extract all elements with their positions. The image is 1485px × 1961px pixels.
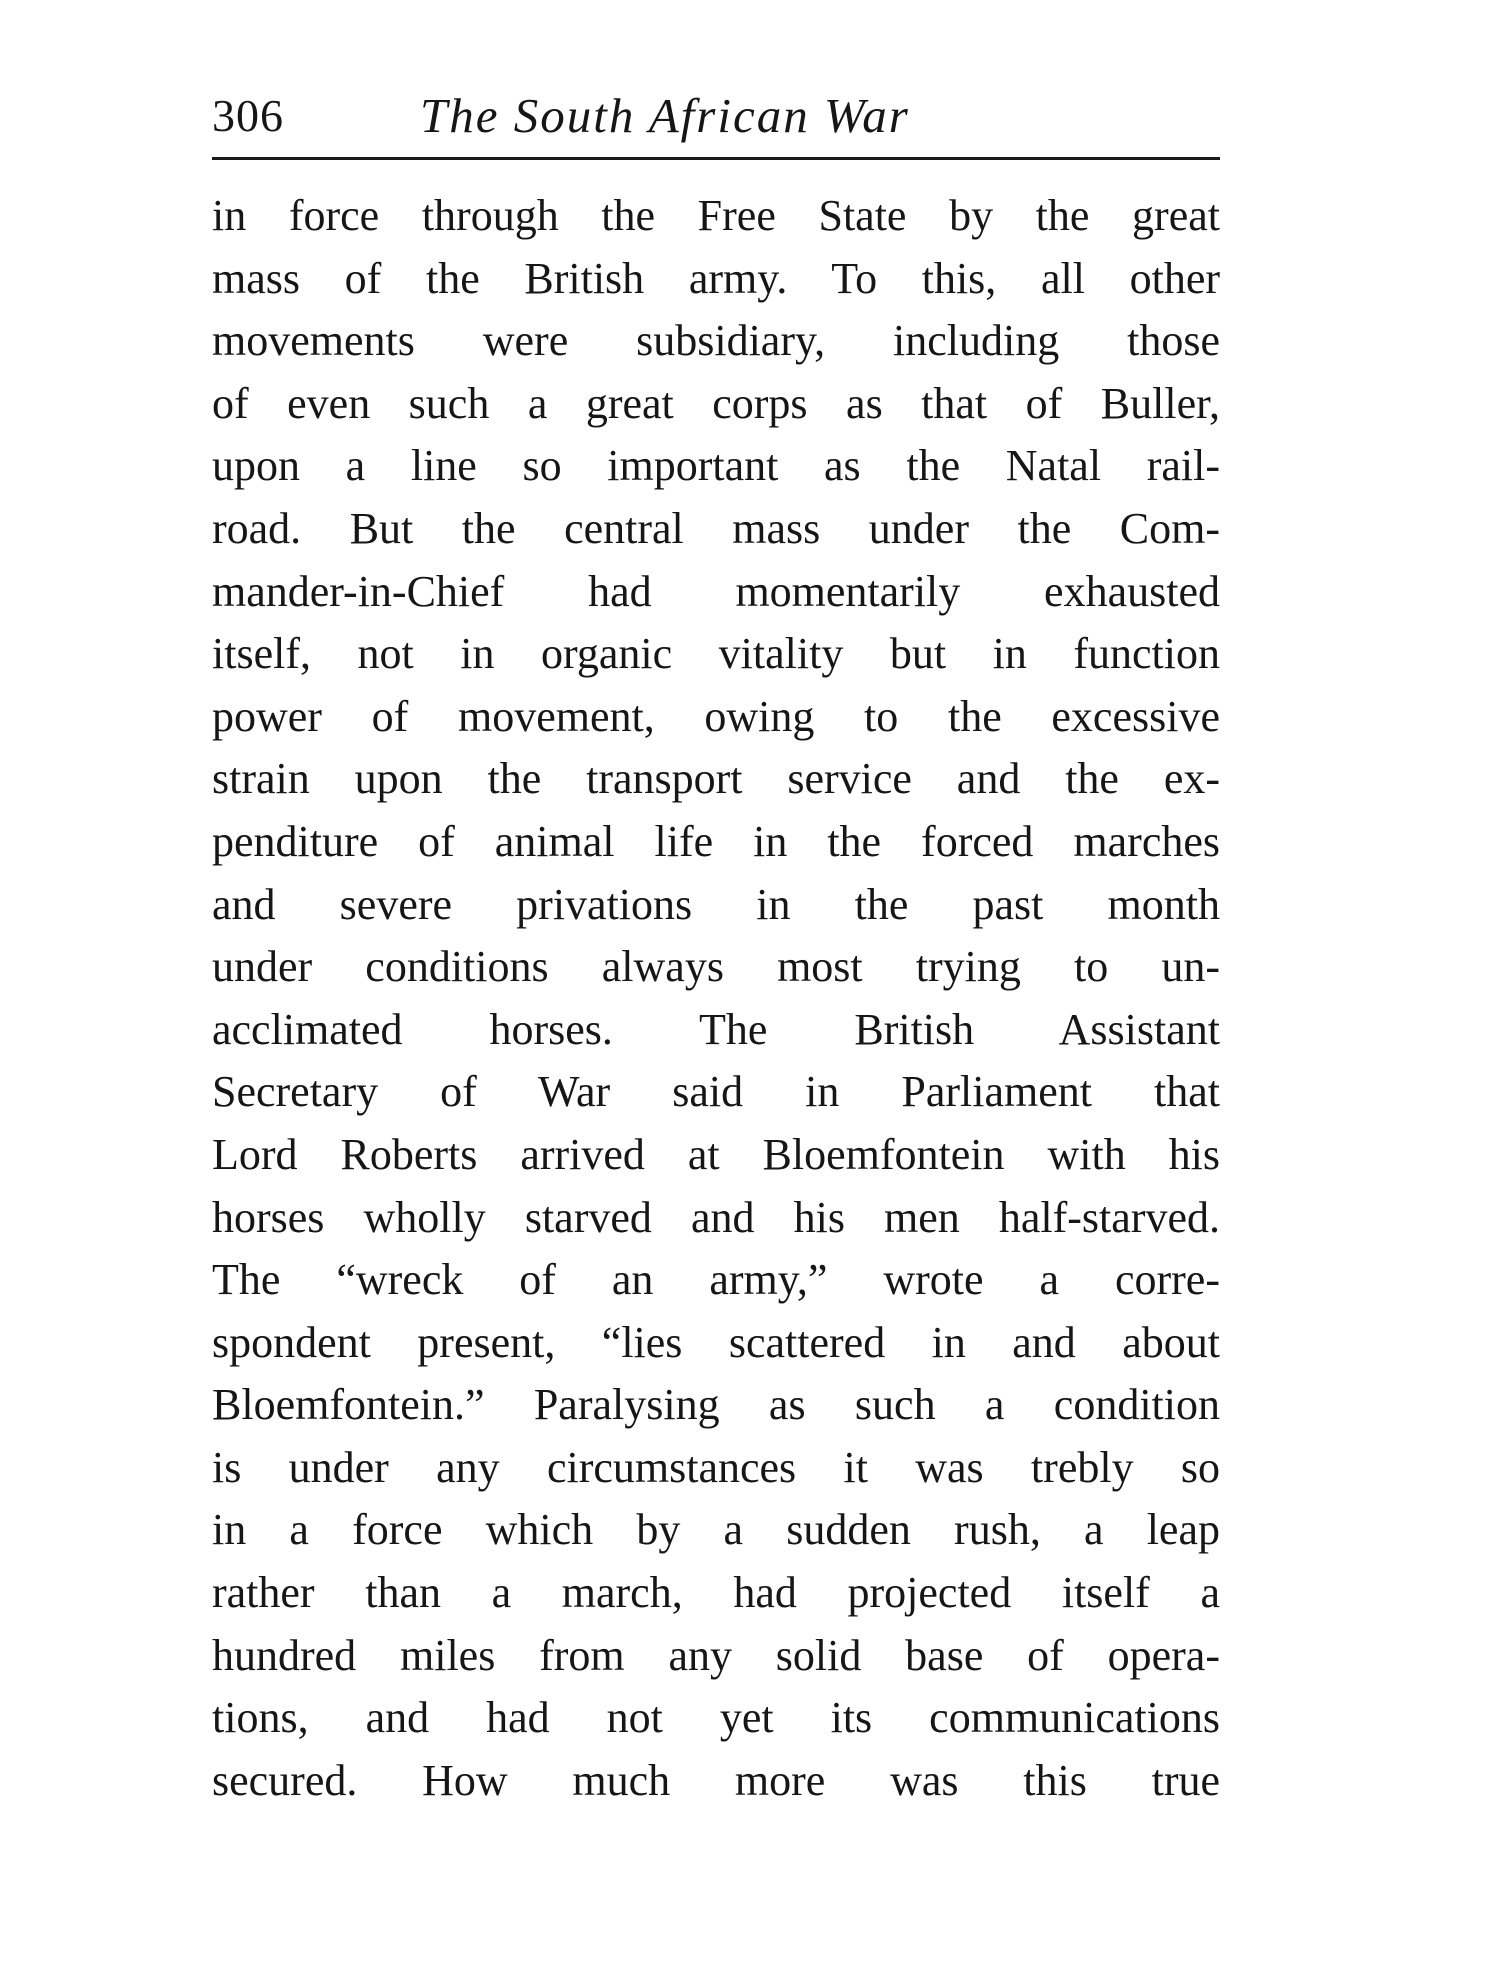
text-line: mass of the British army. To this, all other: [212, 253, 1220, 303]
text-line: horses wholly starved and his men half-starved.: [212, 1192, 1220, 1242]
text-line: road. But the central mass under the Com-: [212, 503, 1220, 553]
text-line: hundred miles from any solid base of opera-: [212, 1630, 1220, 1680]
text-line: Secretary of War said in Parliament that: [212, 1067, 1220, 1117]
text-line: spondent present, “lies scattered in and about: [212, 1317, 1220, 1367]
text-line: mander-in-Chief had momentarily exhausted: [212, 566, 1220, 616]
text-line: in a force which by a sudden rush, a leap: [212, 1505, 1220, 1555]
text-line: power of movement, owing to the excessive: [212, 691, 1220, 741]
body-text: [212, 185, 1220, 1812]
text-line: secured. How much more was this true: [212, 1755, 1220, 1805]
text-line: Bloemfontein.” Paralysing as such a condition: [212, 1380, 1220, 1430]
page-number: 306: [212, 90, 284, 141]
text-line: under conditions always most trying to un-: [212, 942, 1220, 992]
text-line: movements were subsidiary, including those: [212, 316, 1220, 366]
text-line: itself, not in organic vitality but in function: [212, 629, 1220, 679]
text-line: is under any circumstances it was trebly so: [212, 1442, 1220, 1492]
header-rule: [212, 157, 1220, 160]
text-line: The “wreck of an army,” wrote a corre-: [212, 1255, 1220, 1305]
text-line: of even such a great corps as that of Buller,: [212, 378, 1220, 428]
text-line: and severe privations in the past month: [212, 879, 1220, 929]
running-title: The South African War: [420, 88, 910, 143]
text-line: penditure of animal life in the forced marches: [212, 816, 1220, 866]
text-line: upon a line so important as the Natal rail-: [212, 441, 1220, 491]
text-line: acclimated horses. The British Assistant: [212, 1004, 1220, 1054]
text-line: tions, and had not yet its communications: [212, 1693, 1220, 1743]
text-line: strain upon the transport service and the ex-: [212, 754, 1220, 804]
running-header: [212, 86, 1220, 146]
text-line: in force through the Free State by the great: [212, 191, 1220, 240]
text-line: Lord Roberts arrived at Bloemfontein with his: [212, 1129, 1220, 1179]
text-line: rather than a march, had projected itself a: [212, 1568, 1220, 1618]
